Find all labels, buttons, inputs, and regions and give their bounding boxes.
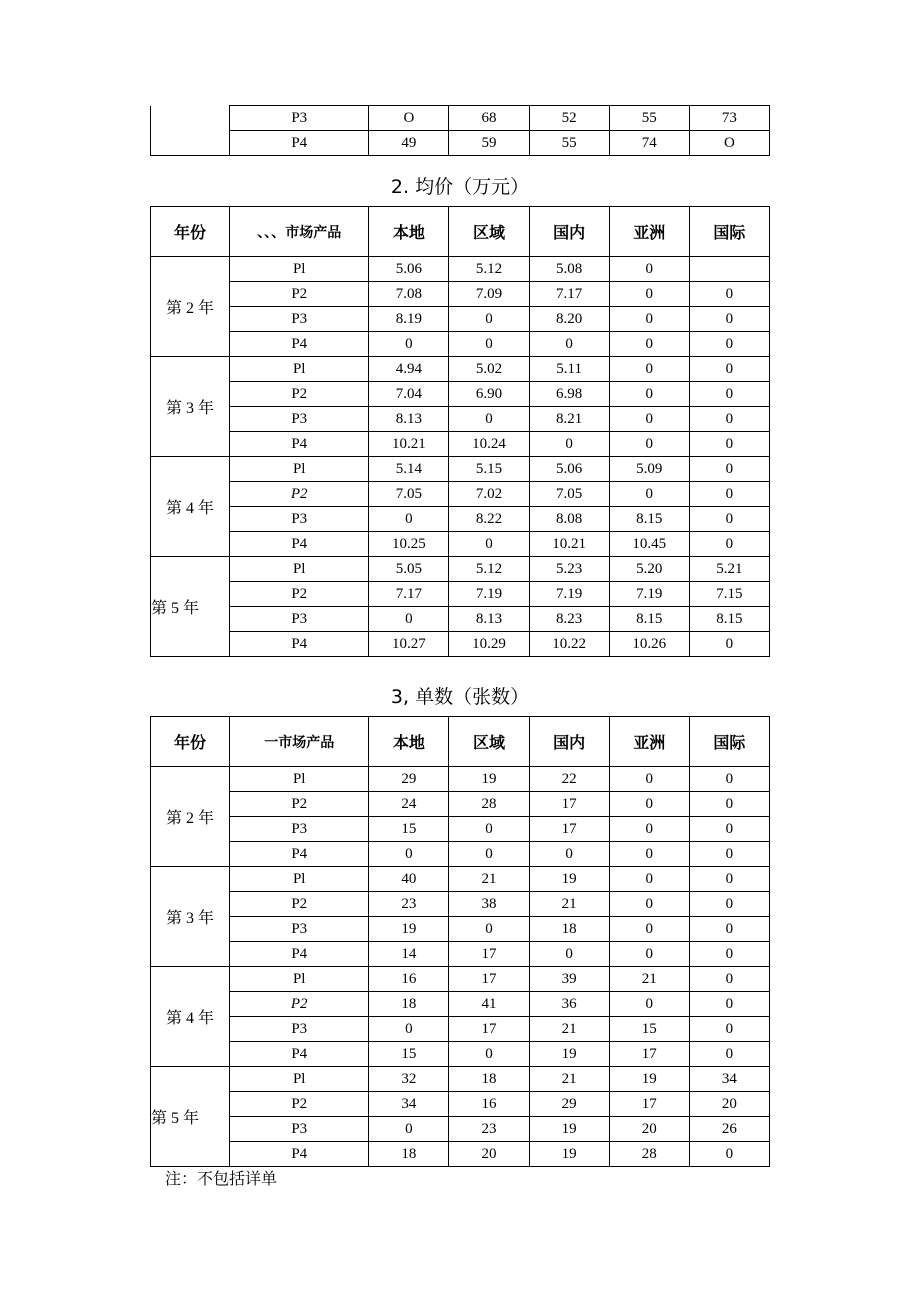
- value-cell: 20: [449, 1142, 529, 1167]
- value-cell: 8.23: [529, 607, 609, 632]
- value-cell: 17: [449, 1017, 529, 1042]
- value-cell: 55: [529, 131, 609, 156]
- value-cell: 21: [529, 1017, 609, 1042]
- value-cell: 5.23: [529, 557, 609, 582]
- value-cell: 0: [609, 432, 689, 457]
- value-cell: 5.12: [449, 257, 529, 282]
- value-cell: 0: [689, 917, 769, 942]
- table-row: [151, 1142, 770, 1167]
- year-cell: 第 2 年: [151, 767, 230, 867]
- section-title-average-price: 2. 均价（万元）: [390, 176, 530, 198]
- product-cell: P2: [230, 282, 369, 307]
- product-cell: P4: [230, 532, 369, 557]
- value-cell: 18: [369, 992, 449, 1017]
- value-cell: 0: [689, 867, 769, 892]
- value-cell: 0: [689, 407, 769, 432]
- value-cell: 19: [529, 1142, 609, 1167]
- value-cell: 0: [609, 257, 689, 282]
- value-cell: 18: [529, 917, 609, 942]
- value-cell: 0: [609, 357, 689, 382]
- value-cell: 14: [369, 942, 449, 967]
- value-cell: 0: [689, 817, 769, 842]
- value-cell: 19: [609, 1067, 689, 1092]
- value-cell: 17: [449, 942, 529, 967]
- value-cell: 0: [689, 632, 769, 657]
- value-cell: 0: [449, 307, 529, 332]
- value-cell: 7.05: [369, 482, 449, 507]
- value-cell: 28: [449, 792, 529, 817]
- product-cell: P3: [230, 407, 369, 432]
- table-row: [151, 917, 770, 942]
- product-cell: P3: [230, 1017, 369, 1042]
- value-cell: 22: [529, 767, 609, 792]
- value-cell: 4.94: [369, 357, 449, 382]
- value-cell: 0: [369, 1117, 449, 1142]
- value-cell: 0: [689, 1042, 769, 1067]
- value-cell: 0: [609, 817, 689, 842]
- value-cell: 19: [449, 767, 529, 792]
- table-row: [151, 131, 770, 156]
- value-cell: 0: [689, 482, 769, 507]
- value-cell: 0: [609, 867, 689, 892]
- value-cell: 0: [609, 332, 689, 357]
- product-cell: Pl: [230, 457, 369, 482]
- year-cell: 第 2 年: [151, 257, 230, 357]
- value-cell: 5.06: [529, 457, 609, 482]
- value-cell: 21: [529, 892, 609, 917]
- product-cell: Pl: [230, 257, 369, 282]
- value-cell: 8.15: [609, 607, 689, 632]
- year-cell: 第 3 年: [151, 357, 230, 457]
- table-row: [151, 482, 770, 507]
- value-cell: 20: [609, 1117, 689, 1142]
- value-cell: 41: [449, 992, 529, 1017]
- value-cell: 7.05: [529, 482, 609, 507]
- value-cell: 28: [609, 1142, 689, 1167]
- value-cell: 0: [369, 842, 449, 867]
- value-cell: 0: [449, 917, 529, 942]
- table-row: [151, 1067, 770, 1092]
- table-row: [151, 992, 770, 1017]
- product-cell: P4: [230, 1042, 369, 1067]
- year-cell: 第 4 年: [151, 967, 230, 1067]
- value-cell: 5.20: [609, 557, 689, 582]
- value-cell: 5.02: [449, 357, 529, 382]
- value-cell: 5.12: [449, 557, 529, 582]
- value-cell: 0: [529, 942, 609, 967]
- value-cell: 0: [369, 507, 449, 532]
- table-row: [151, 457, 770, 482]
- value-cell: 17: [529, 792, 609, 817]
- value-cell: 5.15: [449, 457, 529, 482]
- value-cell: 17: [609, 1092, 689, 1117]
- value-cell: 23: [369, 892, 449, 917]
- header-row: [151, 717, 770, 767]
- table-row: [151, 1017, 770, 1042]
- product-cell: P4: [230, 842, 369, 867]
- market-header: 本地: [369, 717, 449, 767]
- product-cell: P4: [230, 942, 369, 967]
- value-cell: 0: [369, 332, 449, 357]
- value-cell: [689, 257, 769, 282]
- table-row: [151, 507, 770, 532]
- value-cell: 0: [689, 842, 769, 867]
- value-cell: 10.21: [369, 432, 449, 457]
- value-cell: 0: [529, 332, 609, 357]
- year-cell: 第 3 年: [151, 867, 230, 967]
- value-cell: 0: [609, 382, 689, 407]
- market-header: 区域: [449, 207, 529, 257]
- value-cell: 0: [609, 942, 689, 967]
- value-cell: 39: [529, 967, 609, 992]
- value-cell: 19: [529, 1117, 609, 1142]
- value-cell: 29: [529, 1092, 609, 1117]
- value-cell: 0: [689, 532, 769, 557]
- value-cell: 0: [689, 967, 769, 992]
- value-cell: 0: [689, 892, 769, 917]
- year-header: 年份: [151, 207, 230, 257]
- value-cell: 17: [449, 967, 529, 992]
- market-header: 亚洲: [609, 207, 689, 257]
- value-cell: 49: [369, 131, 449, 156]
- value-cell: 0: [689, 382, 769, 407]
- value-cell: 8.20: [529, 307, 609, 332]
- value-cell: 36: [529, 992, 609, 1017]
- value-cell: 0: [449, 532, 529, 557]
- value-cell: 21: [609, 967, 689, 992]
- year-cell: 第 5 年: [151, 557, 230, 657]
- product-cell: P2: [230, 382, 369, 407]
- table-row: [151, 307, 770, 332]
- table-row: [151, 257, 770, 282]
- value-cell: 15: [609, 1017, 689, 1042]
- value-cell: 6.90: [449, 382, 529, 407]
- value-cell: 5.14: [369, 457, 449, 482]
- value-cell: 0: [689, 507, 769, 532]
- value-cell: 0: [689, 992, 769, 1017]
- product-cell: P3: [230, 507, 369, 532]
- market-header: 区域: [449, 717, 529, 767]
- value-cell: 0: [689, 942, 769, 967]
- table-row: [151, 357, 770, 382]
- product-cell: P2: [230, 892, 369, 917]
- top-partial-table: [150, 105, 770, 156]
- value-cell: 7.17: [529, 282, 609, 307]
- product-cell: P4: [230, 632, 369, 657]
- table-row: [151, 867, 770, 892]
- value-cell: 10.24: [449, 432, 529, 457]
- value-cell: 0: [609, 992, 689, 1017]
- table-row: [151, 942, 770, 967]
- value-cell: 8.15: [609, 507, 689, 532]
- value-cell: 5.05: [369, 557, 449, 582]
- average-price-table: [150, 206, 770, 657]
- value-cell: 0: [689, 332, 769, 357]
- value-cell: 55: [609, 106, 689, 131]
- value-cell: O: [689, 131, 769, 156]
- value-cell: 0: [609, 892, 689, 917]
- value-cell: 8.13: [449, 607, 529, 632]
- product-cell: P3: [230, 307, 369, 332]
- value-cell: 24: [369, 792, 449, 817]
- product-cell: P2: [230, 482, 369, 507]
- value-cell: 10.22: [529, 632, 609, 657]
- value-cell: 19: [529, 867, 609, 892]
- value-cell: 5.21: [689, 557, 769, 582]
- table-row: [151, 1092, 770, 1117]
- value-cell: 0: [689, 1017, 769, 1042]
- value-cell: 0: [529, 842, 609, 867]
- value-cell: 0: [449, 1042, 529, 1067]
- value-cell: 23: [449, 1117, 529, 1142]
- table-row: [151, 967, 770, 992]
- value-cell: 21: [529, 1067, 609, 1092]
- table-row: [151, 332, 770, 357]
- value-cell: 32: [369, 1067, 449, 1092]
- value-cell: 0: [609, 307, 689, 332]
- table-row: [151, 382, 770, 407]
- value-cell: 5.08: [529, 257, 609, 282]
- product-cell: P3: [230, 1117, 369, 1142]
- market-header: 国际: [689, 717, 769, 767]
- table-row: [151, 557, 770, 582]
- value-cell: 8.08: [529, 507, 609, 532]
- product-cell: Pl: [230, 767, 369, 792]
- table-row: [151, 842, 770, 867]
- value-cell: 5.11: [529, 357, 609, 382]
- value-cell: 7.19: [449, 582, 529, 607]
- value-cell: 0: [689, 1142, 769, 1167]
- order-count-table: [150, 716, 770, 1167]
- table-row: [151, 1117, 770, 1142]
- value-cell: 15: [369, 1042, 449, 1067]
- product-cell: P4: [230, 1142, 369, 1167]
- product-cell: Pl: [230, 1067, 369, 1092]
- table-row: [151, 817, 770, 842]
- year-cell: 第 4 年: [151, 457, 230, 557]
- value-cell: 10.29: [449, 632, 529, 657]
- value-cell: 7.17: [369, 582, 449, 607]
- value-cell: 0: [689, 432, 769, 457]
- market-product-header: 一市场产品: [230, 717, 369, 767]
- product-cell: P4: [230, 332, 369, 357]
- value-cell: 7.08: [369, 282, 449, 307]
- product-cell: Pl: [230, 967, 369, 992]
- value-cell: 0: [529, 432, 609, 457]
- table-row: [151, 607, 770, 632]
- product-cell: P3: [230, 607, 369, 632]
- value-cell: 74: [609, 131, 689, 156]
- value-cell: 17: [609, 1042, 689, 1067]
- product-cell: Pl: [230, 867, 369, 892]
- value-cell: 40: [369, 867, 449, 892]
- value-cell: 7.02: [449, 482, 529, 507]
- product-cell: P2: [230, 582, 369, 607]
- value-cell: 19: [369, 917, 449, 942]
- market-header: 国内: [529, 207, 609, 257]
- value-cell: 8.15: [689, 607, 769, 632]
- product-cell: P4: [230, 432, 369, 457]
- value-cell: 21: [449, 867, 529, 892]
- value-cell: 0: [689, 767, 769, 792]
- value-cell: 0: [689, 282, 769, 307]
- value-cell: 18: [369, 1142, 449, 1167]
- value-cell: 0: [689, 307, 769, 332]
- table-row: [151, 282, 770, 307]
- table-row: [151, 106, 770, 131]
- value-cell: 34: [369, 1092, 449, 1117]
- value-cell: 0: [689, 457, 769, 482]
- value-cell: 26: [689, 1117, 769, 1142]
- value-cell: 10.21: [529, 532, 609, 557]
- header-row: [151, 207, 770, 257]
- value-cell: O: [369, 106, 449, 131]
- value-cell: 7.15: [689, 582, 769, 607]
- market-header: 国内: [529, 717, 609, 767]
- value-cell: 7.09: [449, 282, 529, 307]
- value-cell: 10.27: [369, 632, 449, 657]
- product-cell: Pl: [230, 557, 369, 582]
- product-cell: P4: [230, 131, 369, 156]
- value-cell: 20: [689, 1092, 769, 1117]
- value-cell: 7.19: [609, 582, 689, 607]
- year-cell: [151, 106, 230, 156]
- product-cell: P3: [230, 106, 369, 131]
- value-cell: 0: [449, 842, 529, 867]
- value-cell: 5.06: [369, 257, 449, 282]
- value-cell: 34: [689, 1067, 769, 1092]
- section-title-order-count: 3, 单数（张数）: [390, 686, 530, 708]
- value-cell: 59: [449, 131, 529, 156]
- value-cell: 52: [529, 106, 609, 131]
- value-cell: 0: [689, 357, 769, 382]
- value-cell: 7.04: [369, 382, 449, 407]
- value-cell: 0: [609, 407, 689, 432]
- table-row: [151, 432, 770, 457]
- value-cell: 7.19: [529, 582, 609, 607]
- value-cell: 19: [529, 1042, 609, 1067]
- value-cell: 0: [609, 482, 689, 507]
- value-cell: 6.98: [529, 382, 609, 407]
- market-product-header: 、、、市场产品: [230, 207, 369, 257]
- value-cell: 16: [369, 967, 449, 992]
- market-header: 国际: [689, 207, 769, 257]
- value-cell: 0: [609, 792, 689, 817]
- value-cell: 10.25: [369, 532, 449, 557]
- value-cell: 0: [369, 607, 449, 632]
- value-cell: 10.45: [609, 532, 689, 557]
- table-row: [151, 1042, 770, 1067]
- footnote: 注：不包括详单: [165, 1171, 278, 1188]
- value-cell: 0: [449, 407, 529, 432]
- table-row: [151, 632, 770, 657]
- year-cell: 第 5 年: [151, 1067, 230, 1167]
- value-cell: 0: [609, 282, 689, 307]
- market-header: 亚洲: [609, 717, 689, 767]
- value-cell: 5.09: [609, 457, 689, 482]
- market-header: 本地: [369, 207, 449, 257]
- value-cell: 0: [609, 767, 689, 792]
- value-cell: 73: [689, 106, 769, 131]
- table-row: [151, 582, 770, 607]
- product-cell: P3: [230, 917, 369, 942]
- product-cell: Pl: [230, 357, 369, 382]
- value-cell: 8.22: [449, 507, 529, 532]
- value-cell: 8.19: [369, 307, 449, 332]
- value-cell: 0: [609, 917, 689, 942]
- value-cell: 38: [449, 892, 529, 917]
- value-cell: 0: [609, 842, 689, 867]
- value-cell: 10.26: [609, 632, 689, 657]
- table-row: [151, 767, 770, 792]
- product-cell: P2: [230, 1092, 369, 1117]
- product-cell: P2: [230, 992, 369, 1017]
- value-cell: 0: [369, 1017, 449, 1042]
- table-row: [151, 407, 770, 432]
- value-cell: 8.21: [529, 407, 609, 432]
- table-row: [151, 792, 770, 817]
- product-cell: P2: [230, 792, 369, 817]
- table-row: [151, 532, 770, 557]
- value-cell: 0: [689, 792, 769, 817]
- value-cell: 15: [369, 817, 449, 842]
- product-cell: P3: [230, 817, 369, 842]
- value-cell: 0: [449, 332, 529, 357]
- value-cell: 16: [449, 1092, 529, 1117]
- table-row: [151, 892, 770, 917]
- value-cell: 29: [369, 767, 449, 792]
- value-cell: 18: [449, 1067, 529, 1092]
- value-cell: 8.13: [369, 407, 449, 432]
- value-cell: 0: [449, 817, 529, 842]
- value-cell: 68: [449, 106, 529, 131]
- value-cell: 17: [529, 817, 609, 842]
- year-header: 年份: [151, 717, 230, 767]
